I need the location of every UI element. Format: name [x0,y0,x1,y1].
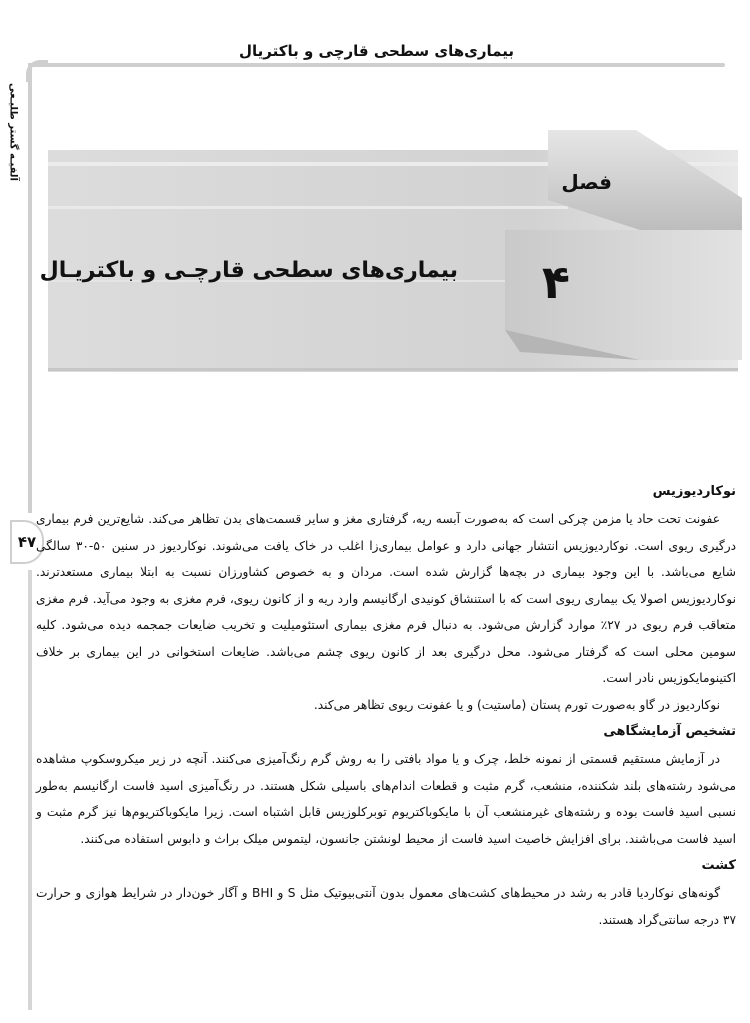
side-author-text: آلفیـه گستر طلیـعی [7,83,19,181]
header-rule [30,63,725,67]
chapter-banner [0,120,750,380]
paragraph: در آزمایش مستقیم قسمتی از نمونه خلط، چرک و یا مواد بافتی را به روش گرم رنگ‌آمیزی می‌کنند. آنچه در زیر میکروسکوپ مشاهده می‌شود رشته‌های بلند شکننده، منشعب، گرم مثبت و قطعات اندام‌های باسیلی شکل هستند. در رنگ‌آمیزی اسید فاست ارگانیسم به‌طور نسبی اسید فاست بوده و رشته‌های غیرمنشعب آن با مایکوباکتریوم توبرکلوزیس قابل اشتباه است. زیرا مایکوباکتریوم‌ها نیز گرم مثبت و اسید فاست می‌باشند. برای افزایش خاصیت اسید فاست از محیط لونشتن جانسون، لیتموس میلک براث و دابوس استفاده می‌کنند. [36,752,736,846]
section-heading-culture: کشت [701,858,736,873]
section-heading-lab-diagnosis: تشخیص آزمایشگاهی [603,724,736,739]
chapter-title: بیماری‌های سطحی قارچـی و باکتریـال [39,258,458,283]
running-header-title: بیماری‌های سطحی قارچی و باکتریال [239,42,514,60]
section-heading-nocardiosis: نوکاردیوزیس [652,484,736,499]
page-number: ۴۷ [10,520,44,564]
paragraph: گونه‌های نوکاردیا قادر به رشد در محیط‌های کشت‌های معمول بدون آنتی‌بیوتیک مثل S و BHI و آگار خون‌دار در شرایط هوازی و حرارت ۳۷ درجه سانتی‌گراد هستند. [36,886,736,927]
chapter-number: ۴ [541,255,570,309]
paragraph: نوکاردیوز در گاو به‌صورت تورم پستان (ماستیت) و یا عفونت ریوی تظاهر می‌کند. [313,697,720,712]
side-rule-bottom [28,570,32,1010]
chapter-label: فصل [561,170,612,194]
body-content [36,478,736,933]
paragraph: عفونت تحت حاد یا مزمن چرکی است که به‌صورت آبسه ریه، گرفتاری مغز و سایر قسمت‌های بدن تظاهر می‌کند. شایع‌ترین فرم بیماری درگیری ریوی است. نوکاردیوزیس انتشار جهانی دارد و عوامل بیماری‌زا اغلب در خاک یافت می‌شوند. نوکاردیوز در سنین ۵۰-۳۰ سالگی شایع می‌باشد. با این وجود بیماری در بچه‌ها گزارش شده است. مردان و به خصوص کشاورزان نسبت به ابتلا بیماری مستعدترند. نوکاردیوزیس اصولا یک بیماری ریوی است که با استنشاق کونیدی ارگانیسم وارد ریه و از کانون ریوی، فرم مغزی به وجود می‌آید. فرم مغزی متعاقب فرم ریوی در ۲۷٪ موارد گزارش می‌شود. به دنبال فرم مغزی بیماری استئومیلیت و تخریب ضایعات جمجمه دیده می‌شود. کلیه سومین محلی است که گرفتار می‌شود. محل درگیری بعد از کانون ریوی چشم می‌باشد. ضایعات استخوانی در این بیماری بر خلاف اکتینومایکوزیس نادر است. [36,512,737,685]
